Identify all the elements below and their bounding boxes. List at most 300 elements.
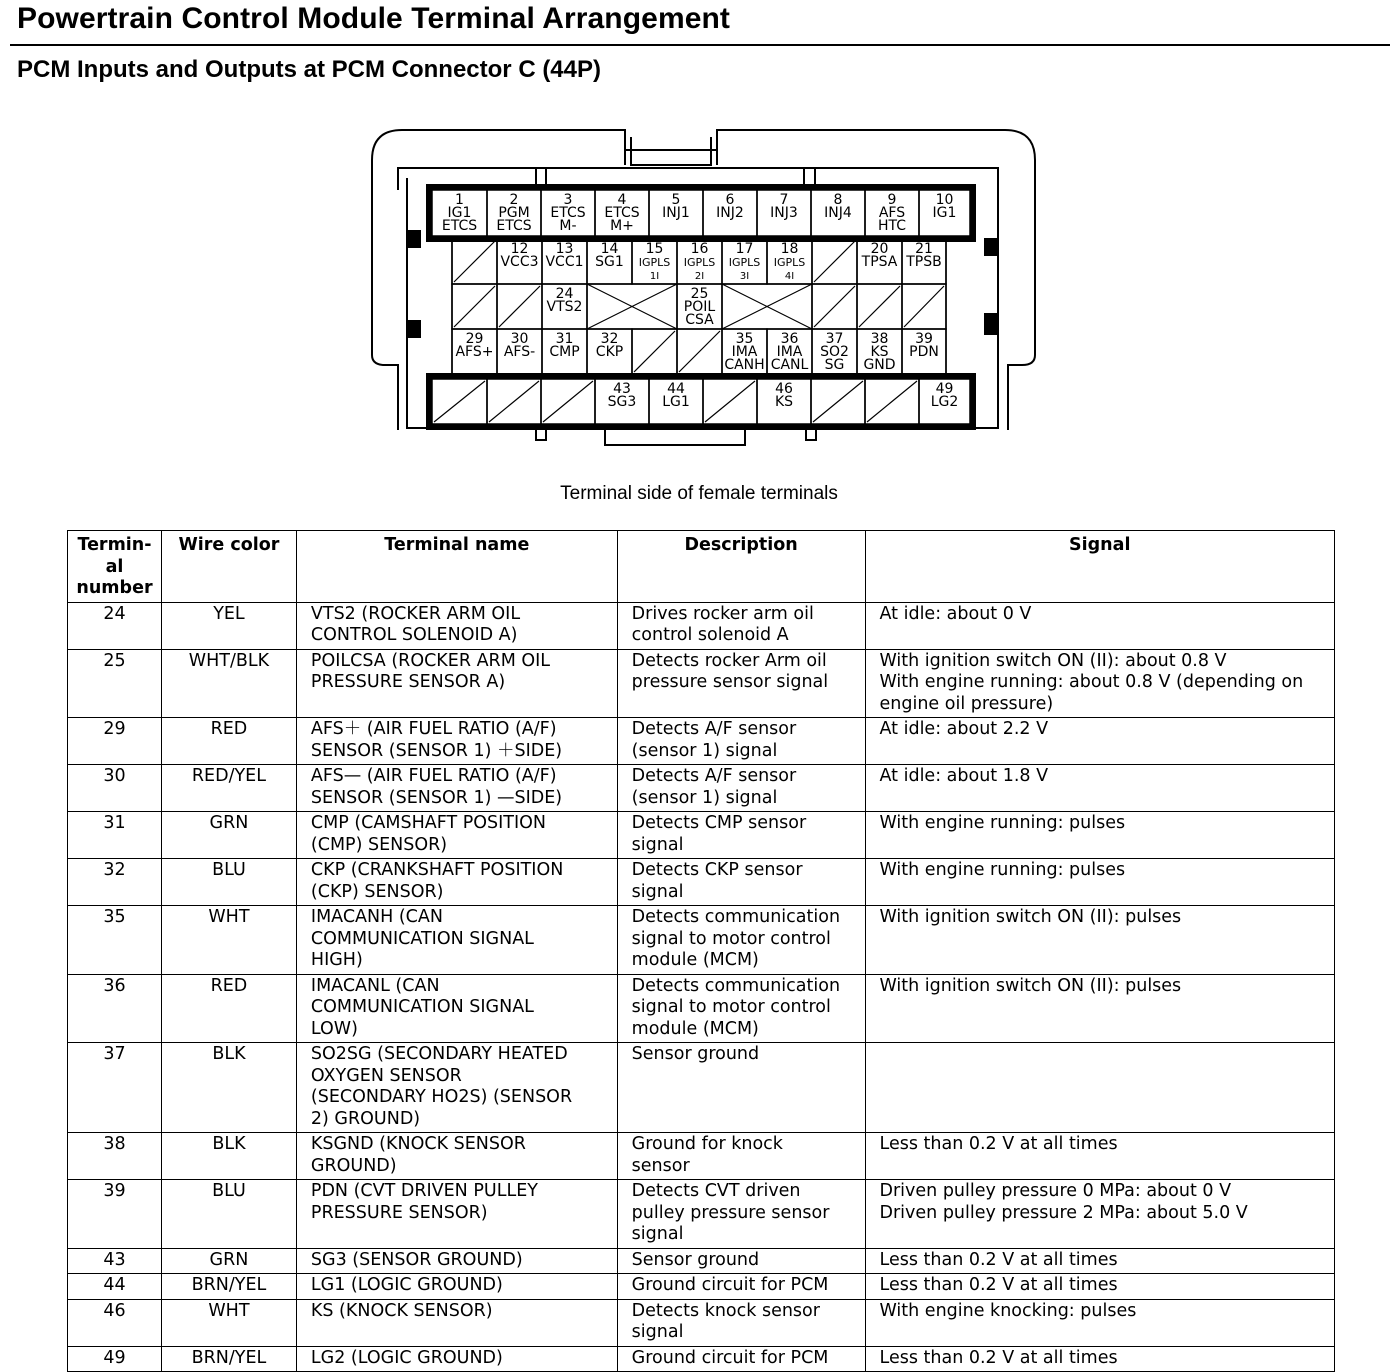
- terminal-label: TPSA: [861, 254, 898, 270]
- connector-cell: [902, 239, 946, 284]
- cell-terminal-name-line: CKP (CRANKSHAFT POSITION: [310, 860, 564, 880]
- cell-description-line: signal: [631, 1224, 684, 1244]
- cell-signal: [865, 1346, 1334, 1372]
- cell-wire-color: BRN/YEL: [161, 1346, 296, 1372]
- terminal-number: 4: [617, 192, 627, 208]
- cell-terminal-name: [296, 1043, 617, 1133]
- cell-terminal-name-line: LG2 (LOGIC GROUND): [310, 1347, 503, 1368]
- terminal-cells: [432, 190, 970, 424]
- terminal-label: AFS-: [503, 344, 536, 360]
- terminal-label: IG1: [932, 205, 957, 221]
- cell-terminal-name: [296, 1274, 617, 1300]
- cell-description-line: Detects communication: [631, 975, 841, 996]
- terminal-label: IGPLS: [638, 256, 671, 269]
- cell-description-line: (sensor 1) signal: [631, 740, 778, 761]
- cell-signal-line: At idle: about 0 V: [879, 603, 1032, 624]
- unused-cell-slash: [813, 381, 863, 422]
- connector-cell: [595, 379, 649, 424]
- header-terminal-line: number: [76, 578, 153, 598]
- cell-signal: [865, 718, 1334, 765]
- table-header-row: [68, 531, 1335, 603]
- terminal-number: 36: [780, 331, 799, 347]
- cell-wire-color: BLK: [161, 1133, 296, 1180]
- terminal-number: 37: [825, 331, 844, 347]
- cell-description-line: Ground circuit for PCM: [631, 1275, 829, 1295]
- cell-terminal-name: [296, 1248, 617, 1274]
- terminal-number: 15: [645, 241, 664, 257]
- unused-cell-slash: [867, 381, 917, 422]
- header-terminal-line: al: [105, 556, 124, 577]
- connector-cell: [587, 239, 632, 284]
- cell-description-line: Ground for knock: [631, 1134, 783, 1154]
- header-description: Description: [617, 531, 865, 603]
- title-divider: [10, 44, 1390, 46]
- cell-signal: [865, 812, 1334, 859]
- connector-cell: [857, 284, 902, 329]
- cell-description: [617, 812, 865, 859]
- header-terminal-name: Terminal name: [296, 531, 617, 603]
- connector-diagram: [365, 125, 1045, 450]
- table-row: [68, 812, 1335, 859]
- terminal-label: SO2: [820, 344, 849, 360]
- connector-cell: [811, 379, 865, 424]
- cell-description: [617, 649, 865, 718]
- diagram-caption: Terminal side of female terminals: [560, 483, 838, 504]
- cell-description-line: Drives rocker arm oil: [631, 603, 814, 624]
- cell-terminal-name: [296, 859, 617, 906]
- connector-cell: [902, 329, 946, 374]
- terminal-label: POIL: [683, 299, 716, 315]
- cell-description-line: sensor: [631, 1155, 690, 1176]
- terminal-label: CMP: [549, 344, 580, 360]
- terminal-label: M+: [610, 218, 634, 234]
- terminal-label: KS: [774, 394, 794, 410]
- terminal-label: ETCS: [550, 205, 586, 221]
- cell-terminal-name: [296, 765, 617, 812]
- cell-terminal-name: [296, 718, 617, 765]
- terminal-label: PDN: [909, 344, 939, 360]
- connector-cell: [497, 329, 542, 374]
- terminal-label: AFS+: [455, 344, 494, 360]
- cell-terminal-number: 49: [68, 1346, 162, 1372]
- connector-cell: [649, 379, 703, 424]
- terminal-label: 4I: [784, 271, 795, 282]
- cell-description-line: signal to motor control: [631, 928, 831, 949]
- terminal-label: SG1: [595, 254, 624, 270]
- terminal-number: 46: [775, 381, 793, 397]
- cell-wire-color: WHT: [161, 1299, 296, 1346]
- cell-terminal-name: [296, 906, 617, 975]
- terminal-label: TPSB: [906, 254, 942, 270]
- terminal-number: 16: [690, 241, 709, 257]
- cell-terminal-name: [296, 974, 617, 1043]
- terminal-label: AFS: [878, 205, 906, 221]
- connector-cell: [541, 190, 595, 236]
- terminal-label: LG1: [662, 394, 690, 410]
- connector-cell: [452, 284, 497, 329]
- cell-wire-color: BLU: [161, 859, 296, 906]
- cell-signal-line: Less than 0.2 V at all times: [879, 1134, 1118, 1154]
- cell-signal: [865, 1274, 1334, 1300]
- cell-terminal-number: 39: [68, 1180, 162, 1249]
- cell-description-line: signal to motor control: [631, 997, 831, 1017]
- cell-terminal-name-line: HIGH): [310, 950, 363, 970]
- terminal-label: INJ2: [716, 205, 744, 221]
- connector-cell: [587, 284, 677, 329]
- cell-terminal-name-line: (CKP) SENSOR): [310, 881, 444, 902]
- table-row: [68, 1248, 1335, 1274]
- page-subtitle: PCM Inputs and Outputs at PCM Connector C (44P): [17, 56, 602, 83]
- table-row: [68, 1274, 1335, 1300]
- cell-terminal-name-line: OXYGEN SENSOR: [310, 1065, 462, 1086]
- cell-terminal-name-line: AFS— (AIR FUEL RATIO (A/F): [310, 766, 557, 786]
- connector-cell: [677, 329, 722, 374]
- cell-signal: [865, 906, 1334, 975]
- terminal-number: 17: [735, 241, 754, 257]
- cell-terminal-name-line: COMMUNICATION SIGNAL: [310, 997, 534, 1017]
- cell-terminal-number: 46: [68, 1299, 162, 1346]
- cell-description-line: Detects knock sensor: [631, 1300, 820, 1321]
- terminal-label: CANL: [770, 357, 809, 373]
- cell-terminal-name-line: CMP (CAMSHAFT POSITION: [310, 813, 547, 833]
- cell-terminal-name: [296, 1346, 617, 1372]
- cell-description-line: module (MCM): [631, 950, 759, 970]
- table-row: [68, 906, 1335, 975]
- terminal-label: LG2: [930, 394, 959, 410]
- cell-description: [617, 1043, 865, 1133]
- cell-description: [617, 602, 865, 649]
- cell-terminal-name-line: 2) GROUND): [310, 1108, 421, 1129]
- terminal-number: 24: [555, 286, 574, 302]
- cell-wire-color: RED/YEL: [161, 765, 296, 812]
- table-row: [68, 765, 1335, 812]
- terminal-number: 8: [833, 192, 843, 208]
- terminal-label: INJ4: [824, 205, 852, 221]
- cell-terminal-name: [296, 1133, 617, 1180]
- cell-terminal-name-line: PRESSURE SENSOR): [310, 1202, 488, 1223]
- cell-terminal-name-line: LG1 (LOGIC GROUND): [310, 1275, 503, 1295]
- connector-cell: [487, 379, 541, 424]
- connector-cell: [865, 190, 919, 236]
- terminal-label: VCC1: [545, 254, 584, 270]
- cell-description-line: pressure sensor signal: [631, 672, 829, 692]
- connector-cell: [865, 379, 919, 424]
- table-row: [68, 718, 1335, 765]
- unused-cell-slash: [814, 286, 855, 327]
- cell-description: [617, 1346, 865, 1372]
- cell-description-line: signal: [631, 881, 684, 902]
- terminal-label: ETCS: [496, 218, 532, 234]
- cell-terminal-name-line: SG3 (SENSOR GROUND): [310, 1249, 523, 1270]
- table-row: [68, 1043, 1335, 1133]
- cell-terminal-number: 38: [68, 1133, 162, 1180]
- cell-wire-color: GRN: [161, 1248, 296, 1274]
- terminal-label: ETCS: [441, 218, 478, 234]
- table-row: [68, 1180, 1335, 1249]
- terminal-label: IG1: [447, 205, 472, 221]
- cell-signal: [865, 649, 1334, 718]
- terminal-label: SG3: [607, 394, 637, 410]
- cell-terminal-name: [296, 602, 617, 649]
- cell-signal: [865, 1133, 1334, 1180]
- cell-signal: [865, 765, 1334, 812]
- cell-description: [617, 1299, 865, 1346]
- connector-cell: [857, 239, 902, 284]
- cell-signal-line: With engine running: about 0.8 V (depending on: [879, 672, 1304, 692]
- cell-description: [617, 1248, 865, 1274]
- terminal-number: 3: [563, 192, 573, 208]
- terminal-number: 30: [510, 331, 529, 347]
- cell-terminal-name-line: (CMP) SENSOR): [310, 834, 448, 855]
- terminal-label: IGPLS: [728, 256, 761, 269]
- cell-description-line: Detects A/F sensor: [631, 766, 797, 786]
- header-wire-color: Wire color: [161, 531, 296, 603]
- cell-terminal-number: 43: [68, 1248, 162, 1274]
- cell-signal: [865, 859, 1334, 906]
- terminal-label: GND: [863, 357, 896, 373]
- cell-signal-line: With engine knocking: pulses: [879, 1300, 1137, 1321]
- terminal-label: PGM: [498, 205, 530, 221]
- unused-cell-slash: [705, 381, 755, 422]
- cell-description-line: Detects communication: [631, 907, 841, 927]
- terminal-label: CKP: [595, 344, 624, 360]
- connector-cell: [919, 190, 970, 236]
- cell-description-line: Detects CVT driven: [631, 1181, 801, 1201]
- cell-signal-line: engine oil pressure): [879, 693, 1054, 714]
- connector-cell: [767, 239, 812, 284]
- terminal-label: IMA: [731, 344, 758, 360]
- connector-cell: [703, 190, 757, 236]
- connector-cell: [542, 284, 587, 329]
- cell-terminal-number: 31: [68, 812, 162, 859]
- connector-cell: [452, 329, 497, 374]
- cell-description-line: control solenoid A: [631, 625, 789, 645]
- cell-terminal-name: [296, 1299, 617, 1346]
- cell-signal: [865, 602, 1334, 649]
- unused-cell-slash: [679, 331, 720, 372]
- connector-cell: [757, 190, 811, 236]
- terminal-label: CANH: [724, 357, 765, 373]
- terminal-label: INJ3: [770, 205, 798, 221]
- cell-signal-line: At idle: about 2.2 V: [879, 719, 1049, 739]
- terminal-label: HTC: [877, 218, 907, 234]
- header-terminal-number: [68, 531, 162, 603]
- terminal-number: 32: [600, 331, 619, 347]
- terminal-number: 14: [600, 241, 619, 257]
- cell-terminal-number: 35: [68, 906, 162, 975]
- table-row: [68, 859, 1335, 906]
- terminal-label: 2I: [694, 271, 705, 282]
- cell-terminal-name-line: GROUND): [310, 1155, 397, 1176]
- table-row: [68, 649, 1335, 718]
- cell-wire-color: YEL: [161, 602, 296, 649]
- cell-description: [617, 859, 865, 906]
- terminal-number: 31: [555, 331, 574, 347]
- connector-cell: [722, 329, 767, 374]
- connector-cell: [812, 329, 857, 374]
- terminal-number: 43: [613, 381, 631, 397]
- connector-cell: [812, 239, 857, 284]
- terminal-number: 35: [735, 331, 754, 347]
- connector-cell: [722, 239, 767, 284]
- cell-description-line: (sensor 1) signal: [631, 787, 778, 808]
- connector-cell: [677, 284, 722, 329]
- connector-cell: [677, 239, 722, 284]
- cell-description-line: pulley pressure sensor: [631, 1202, 830, 1223]
- cell-terminal-number: 25: [68, 649, 162, 718]
- header-signal: Signal: [865, 531, 1334, 603]
- connector-cell: [542, 239, 587, 284]
- terminal-number: 20: [870, 241, 889, 257]
- cell-description: [617, 1180, 865, 1249]
- connector-cell: [902, 284, 946, 329]
- terminal-label: INJ1: [662, 205, 690, 221]
- terminal-number: 6: [725, 192, 735, 208]
- cell-description-line: Detects CKP sensor: [631, 860, 803, 880]
- header-terminal-line: Termin-: [77, 535, 152, 555]
- terminal-number: 44: [667, 381, 685, 397]
- terminal-label: IMA: [776, 344, 803, 360]
- terminal-number: 49: [935, 381, 954, 397]
- cell-signal-line: Less than 0.2 V at all times: [879, 1249, 1118, 1270]
- terminal-number: 9: [887, 192, 897, 208]
- cell-terminal-number: 29: [68, 718, 162, 765]
- cell-terminal-name-line: (SECONDARY HO2S) (SENSOR: [310, 1087, 573, 1107]
- connector-cell: [497, 239, 542, 284]
- cell-signal-line: Less than 0.2 V at all times: [879, 1275, 1118, 1295]
- table-row: [68, 1346, 1335, 1372]
- terminal-number: 13: [555, 241, 574, 257]
- cell-wire-color: WHT/BLK: [161, 649, 296, 718]
- table-row: [68, 974, 1335, 1043]
- cell-terminal-name-line: CONTROL SOLENOID A): [310, 625, 518, 645]
- cell-terminal-name-line: POILCSA (ROCKER ARM OIL: [310, 650, 551, 671]
- cell-signal-line: With ignition switch ON (II): pulses: [879, 975, 1182, 996]
- connector-cell: [541, 379, 595, 424]
- connector-cell: [757, 379, 811, 424]
- cell-wire-color: BLU: [161, 1180, 296, 1249]
- cell-wire-color: RED: [161, 974, 296, 1043]
- unused-cell-slash: [454, 241, 495, 282]
- cell-terminal-number: 32: [68, 859, 162, 906]
- cell-signal: [865, 1248, 1334, 1274]
- connector-cell: [812, 284, 857, 329]
- cell-terminal-name-line: COMMUNICATION SIGNAL: [310, 928, 534, 949]
- cell-signal-line: Driven pulley pressure 0 MPa: about 0 V: [879, 1181, 1232, 1201]
- connector-cell: [722, 284, 812, 329]
- cell-terminal-name-line: PDN (CVT DRIVEN PULLEY: [310, 1181, 538, 1201]
- cell-description-line: signal: [631, 1322, 684, 1342]
- cell-terminal-number: 37: [68, 1043, 162, 1133]
- terminal-number: 25: [690, 286, 709, 302]
- cell-wire-color: WHT: [161, 906, 296, 975]
- cell-wire-color: BRN/YEL: [161, 1274, 296, 1300]
- cell-terminal-name-line: VTS2 (ROCKER ARM OIL: [310, 603, 521, 624]
- cell-signal-line: Driven pulley pressure 2 MPa: about 5.0 V: [879, 1202, 1248, 1223]
- terminal-number: 29: [465, 331, 484, 347]
- terminal-label: SG: [824, 357, 845, 373]
- cell-wire-color: BLK: [161, 1043, 296, 1133]
- connector-cell: [632, 239, 677, 284]
- cell-terminal-name-line: SO2SG (SECONDARY HEATED: [310, 1044, 568, 1064]
- connector-cell: [497, 284, 542, 329]
- cell-description: [617, 718, 865, 765]
- cell-signal-line: Less than 0.2 V at all times: [879, 1347, 1118, 1368]
- terminal-number: 38: [870, 331, 889, 347]
- terminal-label: VTS2: [546, 299, 583, 315]
- terminal-label: IGPLS: [683, 256, 716, 269]
- cell-terminal-number: 36: [68, 974, 162, 1043]
- connector-cell: [487, 190, 541, 236]
- cell-description-line: Ground circuit for PCM: [631, 1347, 829, 1368]
- terminal-number: 12: [510, 241, 529, 257]
- cell-terminal-number: 24: [68, 602, 162, 649]
- cell-signal-line: With ignition switch ON (II): about 0.8 V: [879, 650, 1227, 671]
- connector-cell: [632, 329, 677, 374]
- connector-cell: [432, 190, 487, 236]
- terminal-number: 7: [779, 192, 789, 208]
- connector-cell: [857, 329, 902, 374]
- terminal-number: 10: [935, 192, 954, 208]
- connector-cell: [767, 329, 812, 374]
- cell-signal: [865, 1180, 1334, 1249]
- cell-description: [617, 974, 865, 1043]
- cell-description: [617, 1133, 865, 1180]
- cell-description-line: Detects CMP sensor: [631, 813, 807, 833]
- cell-signal-line: With engine running: pulses: [879, 860, 1126, 880]
- cell-terminal-name: [296, 1180, 617, 1249]
- terminal-label: CSA: [685, 312, 714, 328]
- terminal-label: VCC3: [500, 254, 539, 270]
- connector-cell: [811, 190, 865, 236]
- cell-terminal-name-line: SENSOR (SENSOR 1) ＋SIDE): [310, 740, 563, 761]
- unused-cell-slash: [634, 331, 675, 372]
- terminal-table: [67, 530, 1335, 1372]
- connector-cell: [432, 379, 487, 424]
- terminal-number: 2: [509, 192, 519, 208]
- cell-signal: [865, 1043, 1334, 1133]
- terminal-label: 1I: [649, 271, 660, 282]
- cell-terminal-name-line: IMACANL (CAN: [310, 975, 440, 996]
- cell-signal-line: At idle: about 1.8 V: [879, 766, 1049, 786]
- terminal-label: ETCS: [604, 205, 640, 221]
- cell-wire-color: GRN: [161, 812, 296, 859]
- connector-cell: [595, 190, 649, 236]
- terminal-number: 1: [455, 192, 464, 208]
- cell-terminal-number: 44: [68, 1274, 162, 1300]
- cell-terminal-name-line: KSGND (KNOCK SENSOR: [310, 1134, 526, 1154]
- cell-terminal-name-line: AFS＋ (AIR FUEL RATIO (A/F): [310, 719, 557, 739]
- unused-cell-slash: [859, 286, 900, 327]
- cell-description-line: Detects A/F sensor: [631, 719, 797, 739]
- cell-terminal-name: [296, 649, 617, 718]
- unused-cell-slash: [434, 381, 485, 422]
- unused-cell-slash: [814, 241, 855, 282]
- cell-description: [617, 765, 865, 812]
- terminal-label: M-: [559, 218, 577, 234]
- cell-terminal-name-line: PRESSURE SENSOR A): [310, 672, 506, 692]
- cell-description-line: Sensor ground: [631, 1249, 760, 1270]
- terminal-label: KS: [870, 344, 889, 360]
- connector-cell: [542, 329, 587, 374]
- cell-terminal-name-line: KS (KNOCK SENSOR): [310, 1300, 493, 1321]
- connector-cell: [587, 329, 632, 374]
- terminal-number: 5: [671, 192, 681, 208]
- cell-signal-line: With engine running: pulses: [879, 813, 1126, 833]
- cell-description-line: Detects rocker Arm oil: [631, 650, 827, 671]
- table-row: [68, 602, 1335, 649]
- cell-terminal-name-line: SENSOR (SENSOR 1) —SIDE): [310, 787, 563, 808]
